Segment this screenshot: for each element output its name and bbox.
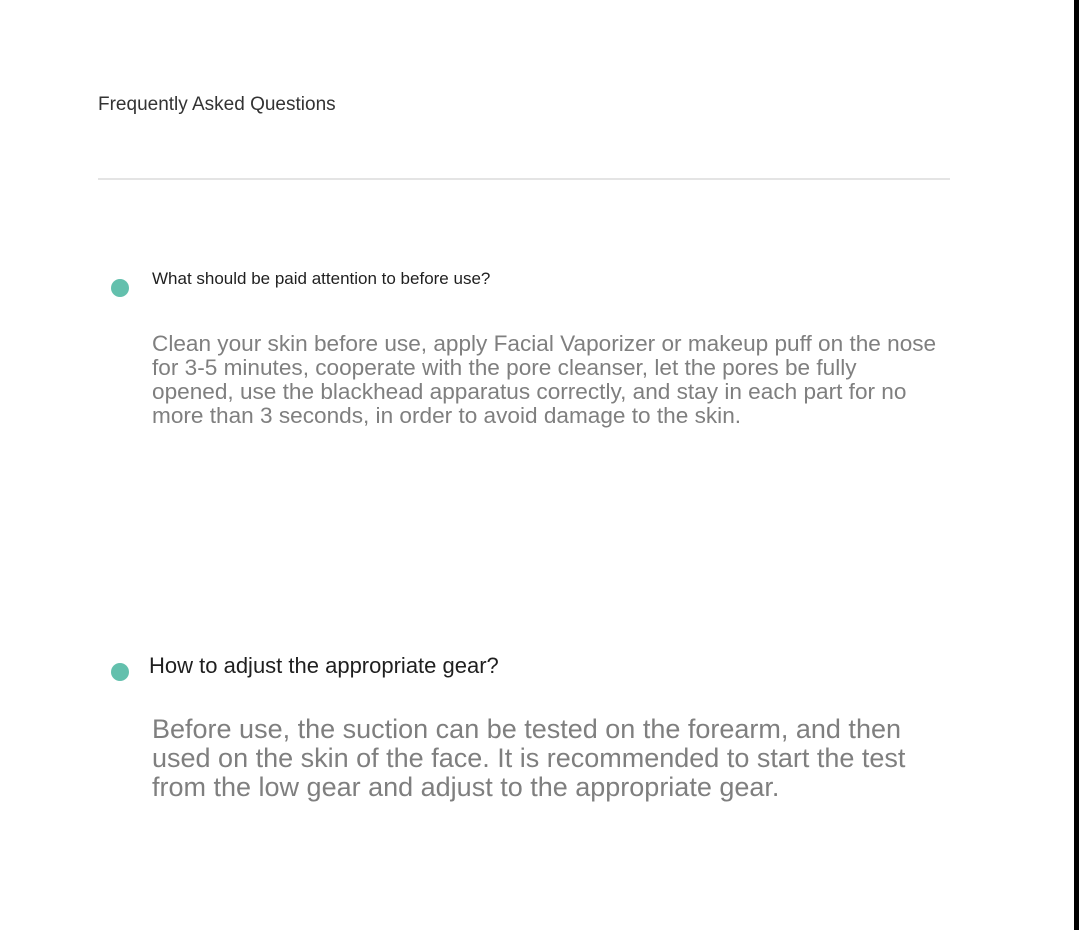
page-title: Frequently Asked Questions xyxy=(98,94,336,115)
faq-question: What should be paid attention to before use? xyxy=(152,269,491,288)
title-divider xyxy=(98,178,950,180)
window-edge xyxy=(1074,0,1079,930)
faq-question: How to adjust the appropriate gear? xyxy=(149,653,499,678)
faq-answer: Before use, the suction can be tested on the forearm, and then used on the skin of the face. It is recommended to start the test from the low gear and adjust to the appropriate gear. xyxy=(152,714,906,802)
bullet-dot-icon xyxy=(111,663,129,681)
faq-answer: Clean your skin before use, apply Facial Vaporizer or makeup puff on the nose for 3-5 minutes, cooperate with the pore cleanser, let the pores be fully opened, use the blackhead apparatus correctly, and stay in each part for no more than 3 seconds, in order to avoid damage to the skin. xyxy=(152,331,937,428)
bullet-dot-icon xyxy=(111,279,129,297)
